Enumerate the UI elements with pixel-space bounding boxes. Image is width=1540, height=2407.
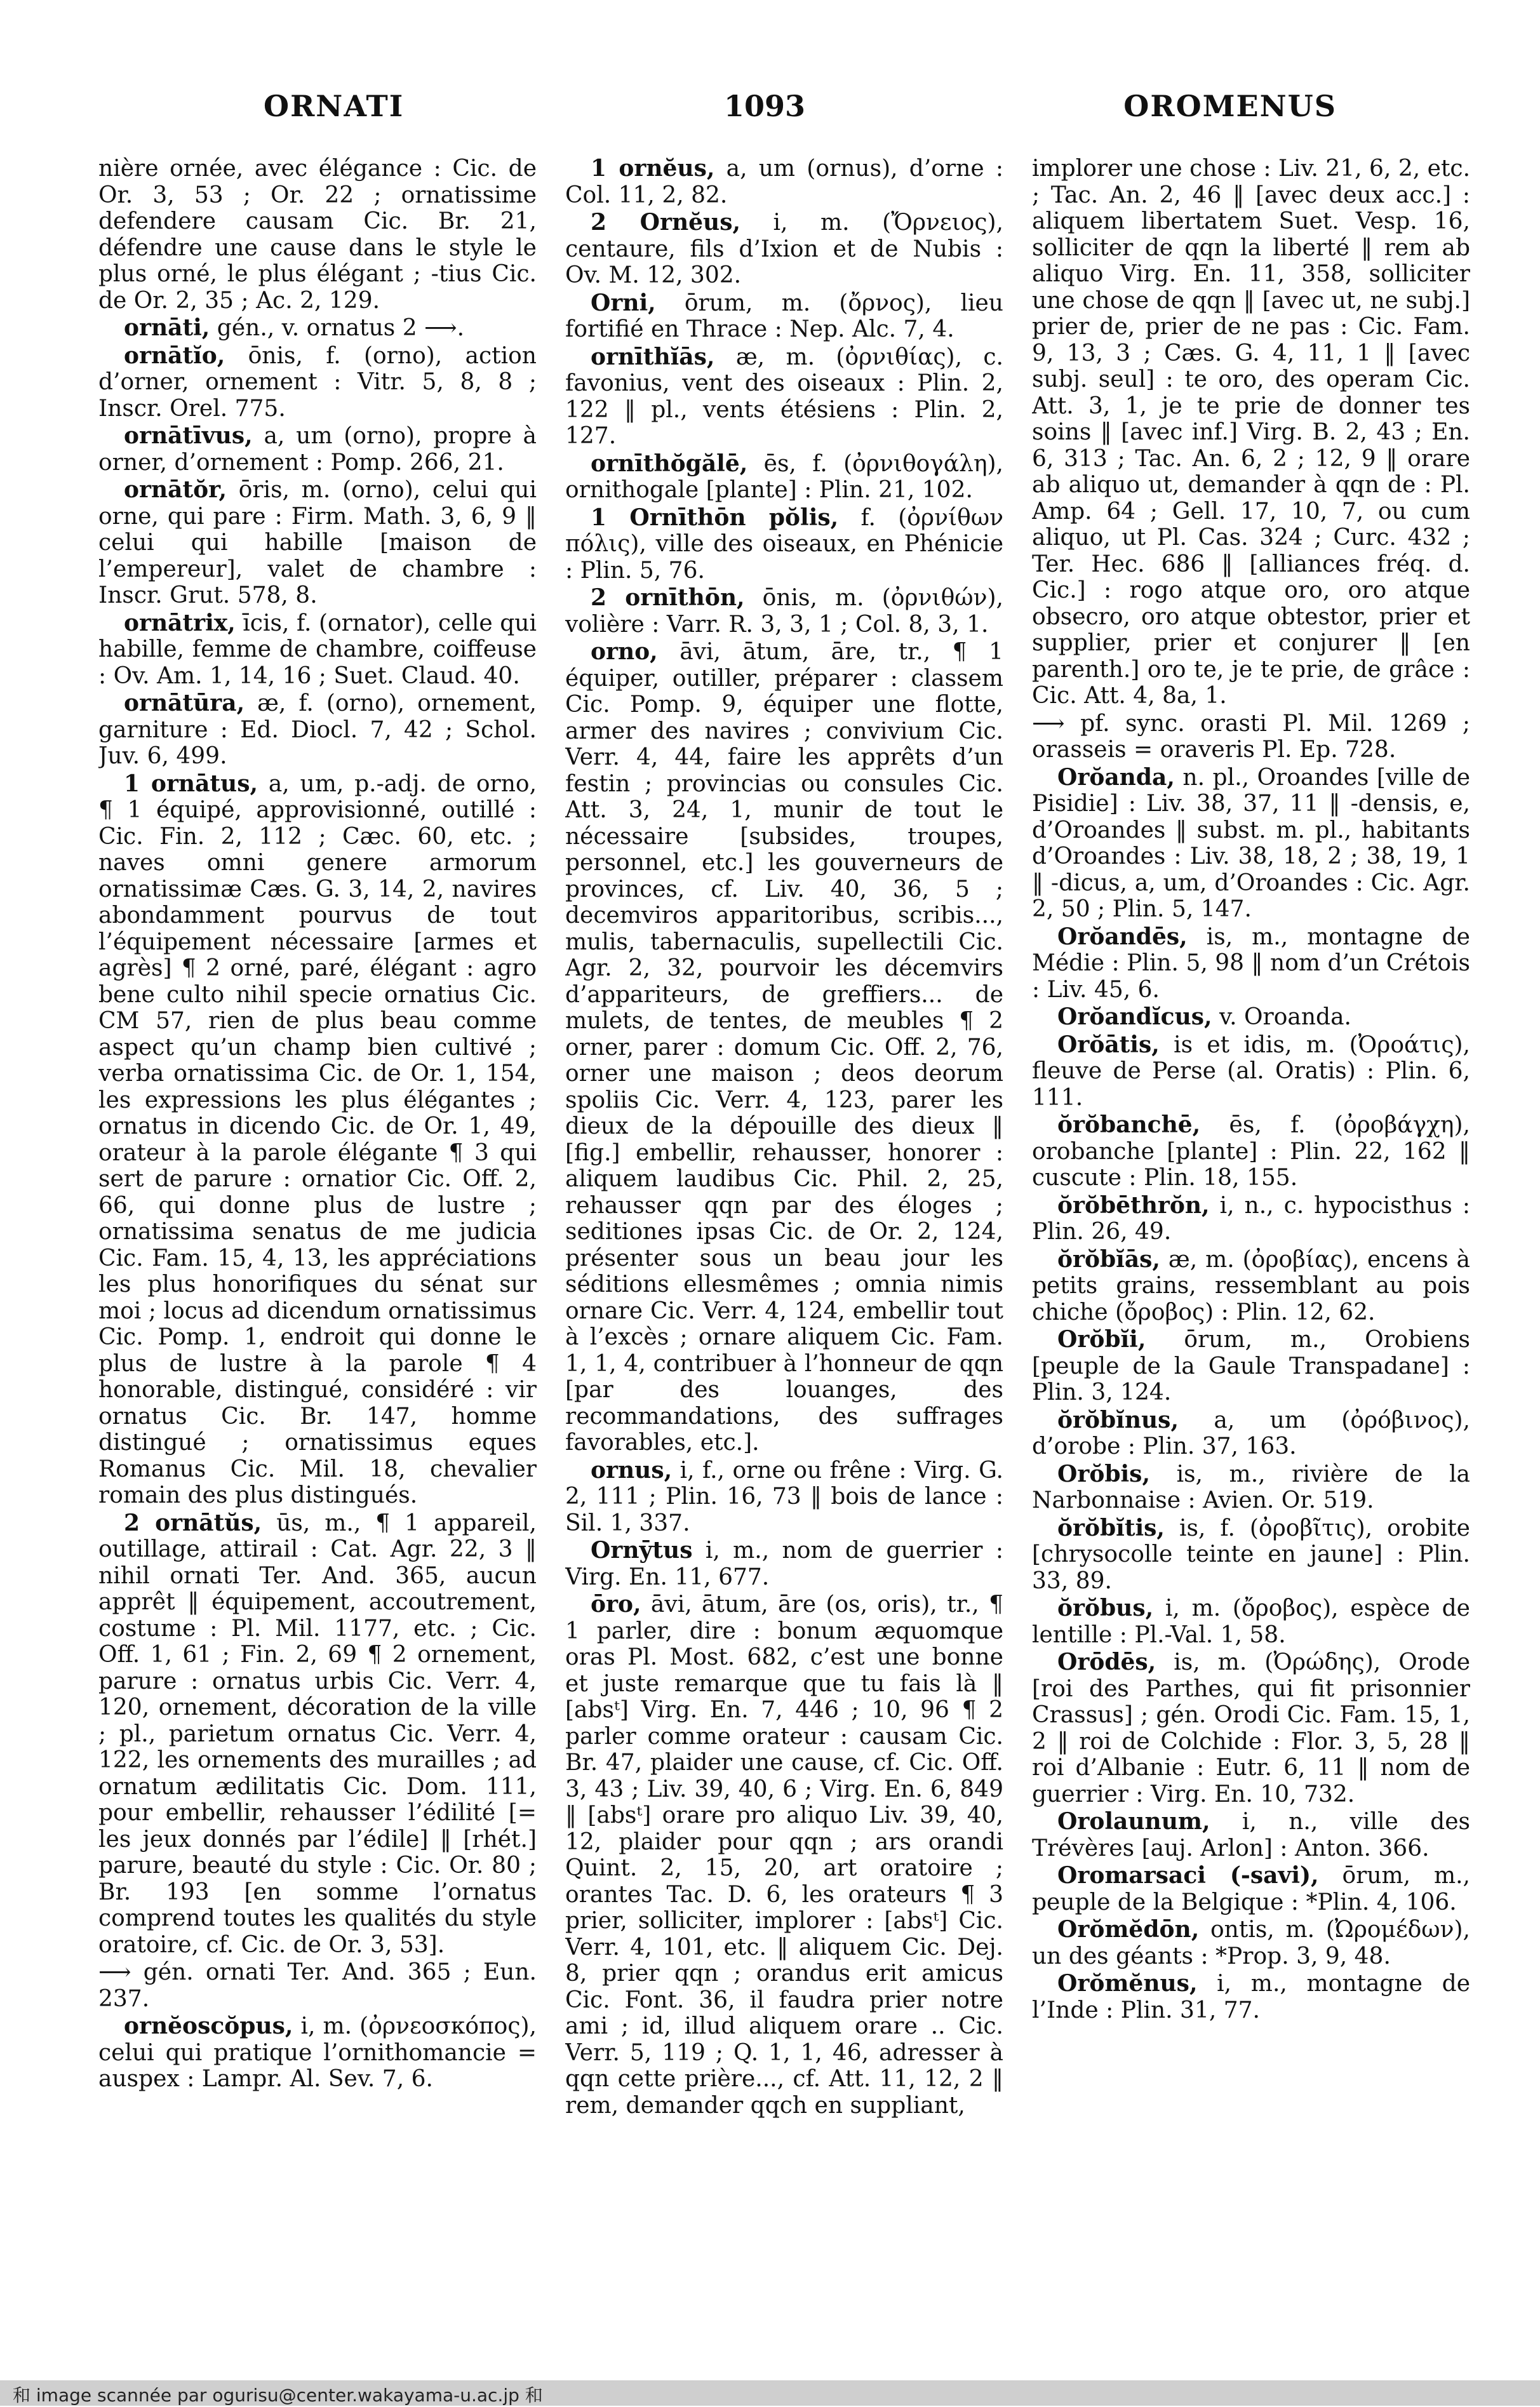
- dictionary-entry: [98, 343, 537, 422]
- dictionary-entry: [1032, 1595, 1470, 1648]
- dictionary-entry: [565, 639, 1003, 1456]
- header-last-word: OROMENUS: [1123, 89, 1337, 123]
- entry-text: ōrum, m., Orobiens [peuple de la Gaule Transpadane] : Plin. 3, 124.: [1032, 1327, 1470, 1405]
- entry-text: n. pl., Oroandes [ville de Pisidie] : Liv. 38, 37, 11 ‖ -densis, e, d’Oroandes ‖ subst. m. pl., habitants d’Oroandes : Liv. 38, 18, 2 ; 38, 19, 1 ‖ -dicus, a, um, d’Oroandes : Cic. Agr. 2, 50 ; Plin. 5, 147.: [1032, 764, 1470, 922]
- entry-headword: ornātīvus,: [124, 422, 253, 449]
- entry-headword: 1 ornĕus,: [591, 156, 715, 182]
- entry-text: a, um (ὀρόβινος), d’orobe : Plin. 37, 163.: [1032, 1407, 1470, 1459]
- entry-headword: ornātūra,: [124, 690, 245, 716]
- entry-headword: ornāti,: [124, 314, 210, 341]
- dictionary-entry: [1032, 1809, 1470, 1861]
- entry-text: i, m. (ὄροβος), espèce de lentille : Pl.-Val. 1, 58.: [1032, 1595, 1470, 1648]
- entry-text: āvi, ātum, āre (os, oris), tr., ¶ 1 parler, dire : bonum æquomque oras Pl. Most. 682, c’est une bonne et juste remarque que tu fais là ‖ [absᵗ] Virg. En. 7, 446 ; 10, 96 ¶ 2 parler comme orateur : causam Cic. Br. 47, plaider une cause, cf. Cic. Off. 3, 43 ; Liv. 39, 40, 6 ; Virg. En. 6, 849 ‖ [absᵗ] orare pro aliquo Liv. 39, 40, 12, plaider pour qqn ; ars orandi Quint. 2, 15, 20, art oratoire ; orantes Tac. D. 6, les orateurs ¶ 3 prier, solliciter, implorer : [absᵗ] Cic. Verr. 4, 101, etc. ‖ aliquem Cic. Dej. 8, prier qqn ; orandus erit amicus Cic. Font. 36, il faudra prier notre ami ; id, illud aliquem orare .. Cic. Verr. 5, 119 ; Q. 1, 1, 46, adresser à qqn cette prière..., cf. Att. 11, 12, 2 ‖ rem, demander qqch en suppliant,: [565, 1592, 1003, 2119]
- dictionary-entry: [98, 1959, 537, 2012]
- dictionary-entry: [565, 156, 1003, 208]
- entry-text: æ, f. (orno), ornement, garniture : Ed. Diocl. 7, 42 ; Schol. Juv. 6, 499.: [98, 690, 537, 769]
- page-number: 1093: [724, 89, 806, 123]
- dictionary-entry: [1032, 1032, 1470, 1111]
- dictionary-entry: [98, 477, 537, 609]
- entry-headword: Orŏmĕdōn,: [1057, 1916, 1200, 1943]
- entry-text: īcis, f. (ornator), celle qui habille, femme de chambre, coiffeuse : Ov. Am. 1, 14, 16 ; Suet. Claud. 40.: [98, 610, 537, 689]
- dictionary-entry: [565, 451, 1003, 504]
- entry-headword: ornātŏr,: [124, 476, 227, 503]
- entry-headword: ornātrix,: [124, 609, 236, 636]
- entry-text: ōnis, f. (orno), action d’orner, ornement : Vitr. 5, 8, 8 ; Inscr. Orel. 775.: [98, 342, 537, 422]
- dictionary-entry: [565, 1592, 1003, 2119]
- entry-headword: ŏrŏbēthrŏn,: [1057, 1191, 1210, 1219]
- entry-headword: ŏrŏbĭās,: [1057, 1245, 1160, 1273]
- entry-headword: 2 ornīthōn,: [591, 584, 745, 611]
- dictionary-entry: [565, 505, 1003, 584]
- dictionary-entry: [1032, 924, 1470, 1003]
- dictionary-entry: [1032, 1112, 1470, 1191]
- dictionary-entry: [98, 1510, 537, 1959]
- entry-text: ōrum, m., peuple de la Belgique : *Plin. 4, 106.: [1032, 1863, 1470, 1915]
- entry-text: ⟶ gén. ornati Ter. And. 365 ; Eun. 237.: [98, 1959, 537, 2012]
- dictionary-entry: [1032, 1247, 1470, 1326]
- dictionary-entry: [1032, 1461, 1470, 1514]
- dictionary-entry: [98, 771, 537, 1509]
- entry-text: ōrum, m. (ὄρνος), lieu fortifié en Thrace : Nep. Alc. 7, 4.: [565, 290, 1003, 342]
- header-first-word: ORNATI: [264, 89, 405, 123]
- entry-headword: Orŏandĭcus,: [1057, 1003, 1212, 1030]
- dictionary-entry: [1032, 1649, 1470, 1807]
- entry-headword: Orōdēs,: [1057, 1649, 1156, 1675]
- entry-text: a, um, p.-adj. de orno, ¶ 1 équipé, approvisionné, outillé : Cic. Fin. 2, 112 ; Cæc. 60, etc. ; naves omni genere armorum ornatissimæ Cæs. G. 3, 14, 2, navires abondamment pourvus de tout l’équipement nécessaire [armes et agrès] ¶ 2 orné, paré, élégant : agro bene culto nihil specie ornatius Cic. CM 57, rien de plus beau comme aspect qu’un champ bien cultivé ; verba ornatissima Cic. de Or. 1, 154, les expressions les plus élégantes ; ornatus in dicendo Cic. de Or. 1, 49, orateur à la parole élégante ¶ 3 qui sert de parure : ornatior Cic. Off. 2, 66, qui donne plus de lustre ; ornatissima senatus de me judicia Cic. Fam. 15, 4, 13, les appréciations les plus honorifiques du sénat sur moi ; locus ad dicendum ornatissimus Cic. Pomp. 1, endroit qui donne le plus de lustre à la parole ¶ 4 honorable, distingué, considéré : vir ornatus Cic. Br. 147, homme distingué ; ornatissimus eques Romanus Cic. Mil. 18, chevalier romain des plus distingués.: [98, 770, 537, 1508]
- entry-headword: ōro,: [591, 1591, 641, 1618]
- entry-headword: ornātĭo,: [124, 342, 225, 369]
- entry-text: ēs, f. (ὀροβάγχη), orobanche [plante] : Plin. 22, 162 ‖ cuscute : Plin. 18, 155.: [1032, 1112, 1470, 1191]
- entry-headword: Orŏbis,: [1057, 1460, 1150, 1487]
- dictionary-entry: [565, 1538, 1003, 1590]
- entry-headword: ŏrŏbanchē,: [1057, 1111, 1201, 1138]
- entry-text: ūs, m., ¶ 1 appareil, outillage, attirail : Cat. Agr. 22, 3 ‖ nihil ornati Ter. And. 365, aucun apprêt ‖ équipement, accoutrement, costume : Pl. Mil. 1177, etc. ; Cic. Off. 1, 61 ; Fin. 2, 69 ¶ 2 ornement, parure : ornatus urbis Cic. Verr. 4, 120, ornement, décoration de la ville ; pl., parietum ornatus Cic. Verr. 4, 122, les ornements des murailles ; ad ornatum ædilitatis Cic. Dom. 111, pour embellir, rehausser l’édilité [= les jeux donnés par l’édile] ‖ [rhét.] parure, beauté du style : Cic. Or. 80 ; Br. 193 [en somme l’ornatus comprend toutes les qualités du style oratoire, cf. Cic. de Or. 3, 53].: [98, 1510, 537, 1958]
- dictionary-entry: [98, 315, 537, 342]
- entry-text: nière ornée, avec élégance : Cic. de Or. 3, 53 ; Or. 22 ; ornatissime defendere causam Cic. Br. 21, défendre une cause dans le style le plus orné, le plus élégant ; -tius Cic. de Or. 2, 35 ; Ac. 2, 129.: [98, 156, 537, 314]
- entry-text: a, um (ornus), d’orne : Col. 11, 2, 82.: [565, 156, 1003, 208]
- entry-text: ēs, f. (ὀρνιθογάλη), ornithogale [plante] : Plin. 21, 102.: [565, 450, 1003, 503]
- dictionary-entry: [1032, 765, 1470, 923]
- entry-headword: Orŏandēs,: [1057, 923, 1188, 950]
- scan-credit-bar: [0, 2380, 1540, 2406]
- dictionary-entry: [98, 610, 537, 690]
- entry-text: i, f., orne ou frêne : Virg. G. 2, 111 ; Plin. 16, 73 ‖ bois de lance : Sil. 1, 337.: [565, 1457, 1003, 1536]
- entry-text: i, m., montagne de l’Inde : Plin. 31, 77.: [1032, 1971, 1470, 2023]
- entry-text: i, n., ville des Trévères [auj. Arlon] : Anton. 366.: [1032, 1809, 1470, 1861]
- entry-headword: orno,: [591, 638, 658, 665]
- entry-text: āvi, ātum, āre, tr., ¶ 1 équiper, outiller, préparer : classem Cic. Pomp. 9, équiper une flotte, armer des navires ; convivium Cic. Verr. 4, 44, faire les apprêts d’un festin ; provincias ou consules Cic. Att. 3, 24, 1, munir de tout le nécessaire [subsides, troupes, personnel, etc.] les gouverneurs de provinces, cf. Liv. 40, 36, 5 ; decemviros apparitoribus, scribis..., mulis, tabernaculis, supellectili Cic. Agr. 2, 32, pourvoir les décemvirs d’appariteurs, de greffiers... de mulets, de tentes, de meubles ¶ 2 orner, parer : domum Cic. Off. 2, 76, orner une maison ; deos deorum spoliis Cic. Verr. 4, 123, parer les dieux de la dépouille des dieux ‖ [fig.] embellir, rehausser, honorer : aliquem laudibus Cic. Phil. 2, 25, rehausser qqn par des éloges ; seditiones ipsas Cic. de Or. 2, 124, présenter sous un beau jour les séditions ellesmêmes ; omnia nimis ornare Cic. Verr. 4, 124, embellir tout à l’excès ; ornare aliquem Cic. Fam. 1, 1, 4, contribuer à l’honneur de qqn [par des louanges, des recommandations, des suffrages favorables, etc.].: [565, 639, 1003, 1456]
- entry-text: is, f. (ὀροβῖτις), orobite [chrysocolle teinte en jaune] : Plin. 33, 89.: [1032, 1515, 1470, 1594]
- entry-headword: ornīthŏgălē,: [591, 450, 748, 477]
- entry-headword: Orni,: [591, 289, 656, 316]
- entry-headword: ornīthĭās,: [591, 343, 715, 370]
- entry-headword: Orolaunum,: [1057, 1808, 1210, 1835]
- dictionary-entry: [565, 1458, 1003, 1537]
- dictionary-entry: [1032, 1193, 1470, 1245]
- entry-headword: ornĕoscŏpus,: [124, 2013, 293, 2039]
- dictionary-entry: [1032, 1863, 1470, 1915]
- entry-text: æ, m. (ὀροβίας), encens à petits grains, ressemblant au pois chiche (ὄροβος) : Plin. 12, 62.: [1032, 1246, 1470, 1325]
- entry-text: i, n., c. hypocisthus : Plin. 26, 49.: [1032, 1192, 1470, 1245]
- entry-text: i, m. (ὀρνεοσκόπος), celui qui pratique l’ornithomancie = auspex : Lampr. Al. Sev. 7, 6.: [98, 2013, 537, 2092]
- dictionary-entry: [98, 690, 537, 770]
- dictionary-entry: [565, 210, 1003, 289]
- entry-headword: ŏrŏbĭnus,: [1057, 1406, 1179, 1433]
- dictionary-entry: [1032, 1515, 1470, 1595]
- entry-text: ontis, m. (Ὠρομέδων), un des géants : *Prop. 3, 9, 48.: [1032, 1917, 1470, 1969]
- text-columns: [98, 156, 1470, 2309]
- dictionary-entry: [1032, 711, 1470, 763]
- entry-text: gén., v. ornatus 2 ⟶.: [217, 315, 465, 341]
- dictionary-entry: [1032, 1327, 1470, 1406]
- entry-text: a, um (orno), propre à orner, d’ornement : Pomp. 266, 21.: [98, 423, 537, 476]
- scan-credit: 和 image scannée par ogurisu@center.wakayama-u.ac.jp 和: [13, 2385, 543, 2406]
- entry-headword: Ornȳtus: [591, 1537, 693, 1564]
- page-header: [0, 89, 1540, 140]
- entry-text: implorer une chose : Liv. 21, 6, 2, etc. ; Tac. An. 2, 46 ‖ [avec deux acc.] : aliquem libertatem Suet. Vesp. 16, solliciter de qqn la liberté ‖ rem ab aliquo Virg. En. 11, 358, solliciter une chose de qqn ‖ [avec ut, ne subj.] prier de, prier de ne pas : Cic. Fam. 9, 13, 3 ; Cæs. G. 4, 11, 1 ‖ [avec subj. seul] : te oro, des operam Cic. Att. 3, 1, je te prie de donner tes soins ‖ [avec inf.] Virg. B. 2, 43 ; En. 6, 313 ; Tac. An. 6, 2 ; 12, 9 ‖ orare ab aliquo ut, demander à qqn de : Pl. Amp. 64 ; Gell. 17, 10, 7, ou cum aliquo, ut Pl. Cas. 324 ; Curc. 432 ; Ter. Hec. 686 ‖ [alliances fréq. d. Cic.] : rogo atque oro, oro atque obsecro, oro atque obtestor, prier et supplier, prier et conjurer ‖ [en parenth.] oro te, je te prie, de grâce : Cic. Att. 4, 8a, 1.: [1032, 156, 1470, 709]
- entry-headword: ŏrŏbĭtis,: [1057, 1514, 1165, 1541]
- entry-headword: Orŏbĭi,: [1057, 1326, 1146, 1353]
- entry-text: ōnis, m. (ὀρνιθών), volière : Varr. R. 3, 3, 1 ; Col. 8, 3, 1.: [565, 585, 1003, 638]
- entry-text: f. (ὀρνίθων πόλις), ville des oiseaux, en Phénicie : Plin. 5, 76.: [565, 504, 1003, 584]
- dictionary-entry: [565, 344, 1003, 450]
- column-2: [565, 156, 1003, 2309]
- dictionary-entry: [1032, 1004, 1470, 1031]
- entry-text: i, m., nom de guerrier : Virg. En. 11, 677.: [565, 1538, 1003, 1590]
- dictionary-entry: [1032, 1971, 1470, 2023]
- entry-text: is, m. (Ὀρώδης), Orode [roi des Parthes, qui fit prisonnier Crassus] ; gén. Orodi Cic. Fam. 15, 1, 2 ‖ roi de Colchide : Flor. 3, 5, 28 ‖ roi d’Albanie : Eutr. 6, 11 ‖ nom de guerrier : Virg. En. 10, 732.: [1032, 1649, 1470, 1807]
- entry-headword: 1 Ornīthōn pŏlis,: [591, 504, 839, 531]
- entry-headword: Oromarsaci (-savi),: [1057, 1862, 1319, 1889]
- entry-headword: 2 Ornĕus,: [591, 209, 741, 236]
- column-1: [98, 156, 537, 2309]
- column-3: [1032, 156, 1470, 2309]
- entry-text: ⟶ pf. sync. orasti Pl. Mil. 1269 ; orasseis = oraveris Pl. Ep. 728.: [1032, 710, 1470, 763]
- dictionary-entry: [565, 585, 1003, 638]
- entry-headword: Orŏanda,: [1057, 763, 1175, 791]
- entry-headword: ŏrŏbus,: [1057, 1595, 1154, 1621]
- entry-headword: ornus,: [591, 1456, 673, 1484]
- dictionary-entry: [565, 290, 1003, 343]
- dictionary-entry: [1032, 1917, 1470, 1969]
- entry-headword: 2 ornātŭs,: [124, 1509, 262, 1536]
- entry-text: is, m., rivière de la Narbonnaise : Avien. Or. 519.: [1032, 1461, 1470, 1513]
- entry-headword: 1 ornātus,: [124, 770, 258, 797]
- entry-text: i, m. (Ὄρνειος), centaure, fils d’Ixion et de Nubis : Ov. M. 12, 302.: [565, 210, 1003, 288]
- dictionary-entry: [98, 423, 537, 476]
- entry-text: v. Oroanda.: [1219, 1004, 1351, 1030]
- entry-text: is et idis, m. (Ὀροάτις), fleuve de Perse (al. Oratis) : Plin. 6, 111.: [1032, 1031, 1470, 1111]
- dictionary-entry: [1032, 156, 1470, 709]
- entry-text: æ, m. (ὀρνιθίας), c. favonius, vent des oiseaux : Plin. 2, 122 ‖ pl., vents étésiens : Plin. 2, 127.: [565, 344, 1003, 449]
- entry-text: is, m., montagne de Médie : Plin. 5, 98 ‖ nom d’un Crétois : Liv. 45, 6.: [1032, 923, 1470, 1003]
- dictionary-entry: [98, 2013, 537, 2093]
- entry-text: ōris, m. (orno), celui qui orne, qui pare : Firm. Math. 3, 6, 9 ‖ celui qui habille [maison de l’empereur], valet de chambre : Inscr. Grut. 578, 8.: [98, 477, 537, 608]
- entry-headword: Orŏmĕnus,: [1057, 1970, 1198, 1997]
- dictionary-entry: [98, 156, 537, 314]
- dictionary-entry: [1032, 1407, 1470, 1460]
- entry-headword: Orŏātis,: [1057, 1031, 1160, 1058]
